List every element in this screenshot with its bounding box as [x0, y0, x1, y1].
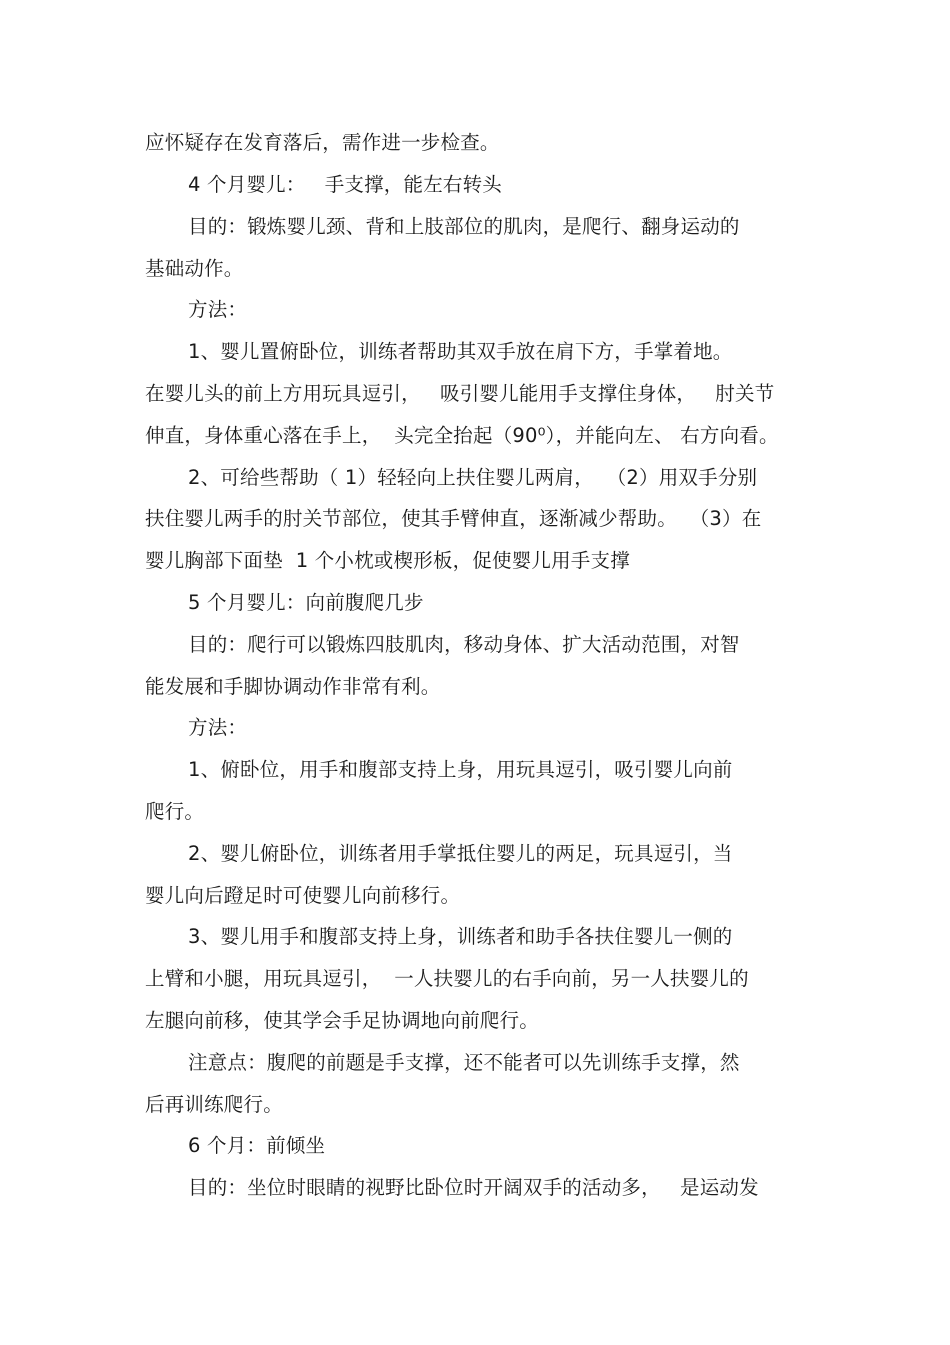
text-line-26: 目的：坐位时眼睛的视野比卧位时开阔双手的活动多， 是运动发: [188, 1176, 759, 1199]
text-line-9: 2、可给些帮助（ 1）轻轻向上扶住婴儿两肩， （2）用双手分别: [188, 466, 758, 489]
text-line-13: 目的：爬行可以锻炼四肢肌肉，移动身体、扩大活动范围，对智: [188, 633, 740, 656]
text-line-25: 6 个月：前倾坐: [188, 1134, 326, 1157]
text-line-6: 1、婴儿置俯卧位，训练者帮助其双手放在肩下方，手掌着地。: [188, 340, 733, 363]
text-line-17: 爬行。: [145, 800, 205, 823]
text-line-12: 5 个月婴儿：向前腹爬几步: [188, 591, 424, 614]
text-line-5: 方法：: [188, 298, 248, 321]
text-line-21: 上臂和小腿，用玩具逗引， 一人扶婴儿的右手向前，另一人扶婴儿的: [145, 967, 749, 990]
text-line-19: 婴儿向后蹬足时可使婴儿向前移行。: [145, 884, 461, 907]
text-line-11: 婴儿胸部下面垫 1 个小枕或楔形板，促使婴儿用手支撑: [145, 549, 630, 572]
text-line-1: 应怀疑存在发育落后，需作进一步检查。: [145, 131, 500, 154]
text-line-3: 目的：锻炼婴儿颈、背和上肢部位的肌肉，是爬行、翻身运动的: [188, 215, 740, 238]
text-line-20: 3、婴儿用手和腹部支持上身，训练者和助手各扶住婴儿一侧的: [188, 925, 733, 948]
text-line-22: 左腿向前移，使其学会手足协调地向前爬行。: [145, 1009, 540, 1032]
text-line-14: 能发展和手脚协调动作非常有利。: [145, 675, 441, 698]
text-line-7: 在婴儿头的前上方用玩具逗引， 吸引婴儿能用手支撑住身体， 肘关节: [145, 382, 775, 405]
text-line-2: 4 个月婴儿： 手支撑，能左右转头: [188, 173, 503, 196]
text-line-23: 注意点：腹爬的前题是手支撑，还不能者可以先训练手支撑，然: [188, 1051, 740, 1074]
text-line-4: 基础动作。: [145, 257, 244, 280]
text-line-10: 扶住婴儿两手的肘关节部位，使其手臂伸直，逐渐减少帮助。 （3）在: [145, 507, 762, 530]
text-line-18: 2、婴儿俯卧位，训练者用手掌抵住婴儿的两足，玩具逗引，当: [188, 842, 733, 865]
text-line-8: 伸直，身体重心落在手上， 头完全抬起（90⁰），并能向左、 右方向看。: [145, 424, 779, 447]
text-line-16: 1、俯卧位，用手和腹部支持上身，用玩具逗引，吸引婴儿向前: [188, 758, 733, 781]
text-line-24: 后再训练爬行。: [145, 1093, 283, 1116]
text-line-15: 方法：: [188, 716, 248, 739]
